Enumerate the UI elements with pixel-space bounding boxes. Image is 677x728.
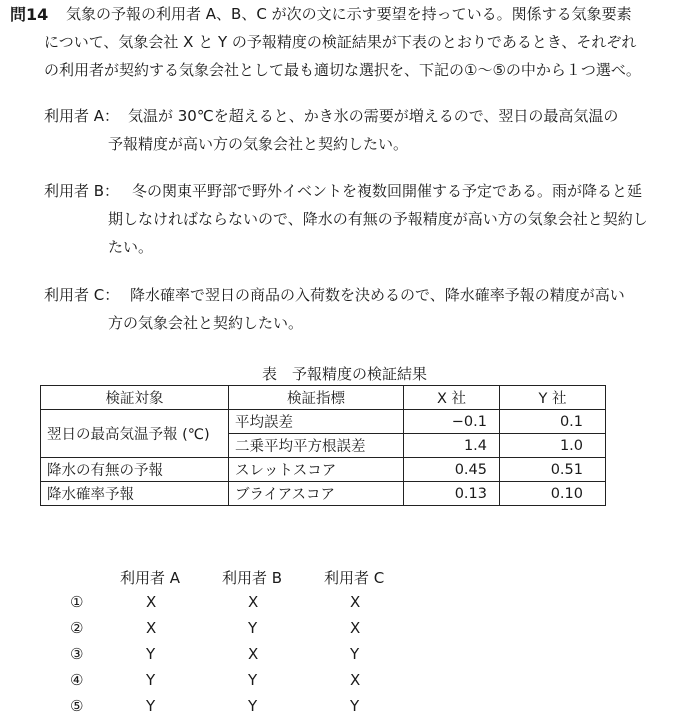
table-row — [41, 410, 606, 434]
choice-2-number: ② — [70, 619, 84, 637]
choice-5-a: Y — [146, 697, 156, 715]
user-b-label: 利用者 B： — [44, 182, 120, 200]
table-row — [41, 458, 606, 482]
cell-index: 平均誤差 — [229, 410, 404, 434]
user-b-line-3: たい。 — [108, 238, 154, 256]
cell-y: 1.0 — [500, 434, 606, 458]
cell-y: 0.10 — [500, 482, 606, 506]
question-line-2: について、気象会社 X と Y の予報精度の検証結果が下表のとおりであるとき、それぞれ — [44, 33, 637, 51]
cell-y: 0.51 — [500, 458, 606, 482]
choice-1-a: X — [146, 593, 157, 611]
cell-target: 降水確率予報 — [41, 482, 229, 506]
table-caption: 表 予報精度の検証結果 — [262, 365, 428, 383]
cell-index: 二乗平均平方根誤差 — [229, 434, 404, 458]
choice-3-c: Y — [350, 645, 360, 663]
user-b-line-2: 期しなければならないので、降水の有無の予報精度が高い方の気象会社と契約し — [108, 210, 648, 228]
table-header-row — [41, 386, 606, 410]
cell-index: ブライアスコア — [229, 482, 404, 506]
choice-4-number: ④ — [70, 671, 84, 689]
verification-table — [40, 385, 606, 506]
choice-5-number: ⑤ — [70, 697, 84, 715]
choice-header-b: 利用者 B — [222, 569, 283, 587]
cell-index: スレットスコア — [229, 458, 404, 482]
choice-2-b: Y — [248, 619, 258, 637]
cell-target: 降水の有無の予報 — [41, 458, 229, 482]
choice-4-b: Y — [248, 671, 258, 689]
choice-1-number: ① — [70, 593, 84, 611]
choice-5-c: Y — [350, 697, 360, 715]
cell-x: 1.4 — [404, 434, 500, 458]
cell-x: −0.1 — [404, 410, 500, 434]
cell-x: 0.13 — [404, 482, 500, 506]
user-c-label: 利用者 C： — [44, 286, 120, 304]
question-number: 問14 — [10, 5, 49, 24]
question-line-3: の利用者が契約する気象会社として最も適切な選択を、下記の①〜⑤の中から１つ選べ。 — [44, 61, 641, 79]
choice-2-a: X — [146, 619, 157, 637]
cell-y: 0.1 — [500, 410, 606, 434]
header-y: Y 社 — [500, 386, 606, 410]
choice-1-b: X — [248, 593, 259, 611]
user-b-line-1: 冬の関東平野部で野外イベントを複数回開催する予定である。雨が降ると延 — [132, 182, 643, 200]
table-row — [41, 482, 606, 506]
choice-4-a: Y — [146, 671, 156, 689]
choice-3-number: ③ — [70, 645, 84, 663]
choice-3-b: X — [248, 645, 259, 663]
header-target: 検証対象 — [41, 386, 229, 410]
user-c-line-1: 降水確率で翌日の商品の入荷数を決めるので、降水確率予報の精度が高い — [130, 286, 625, 304]
user-a-label: 利用者 A： — [44, 107, 120, 125]
choice-1-c: X — [350, 593, 361, 611]
user-c-line-2: 方の気象会社と契約したい。 — [108, 314, 304, 332]
choice-5-b: Y — [248, 697, 258, 715]
user-a-line-2: 予報精度が高い方の気象会社と契約したい。 — [108, 135, 409, 153]
cell-target: 翌日の最高気温予報 (℃) — [41, 410, 229, 458]
user-a-line-1: 気温が 30℃を超えると、かき氷の需要が増えるので、翌日の最高気温の — [128, 107, 619, 125]
choice-3-a: Y — [146, 645, 156, 663]
header-x: X 社 — [404, 386, 500, 410]
question-line-1: 気象の予報の利用者 A、B、C が次の文に示す要望を持っている。関係する気象要素 — [66, 5, 632, 23]
cell-x: 0.45 — [404, 458, 500, 482]
choice-4-c: X — [350, 671, 361, 689]
choice-header-c: 利用者 C — [324, 569, 385, 587]
header-index: 検証指標 — [229, 386, 404, 410]
choice-2-c: X — [350, 619, 361, 637]
choice-header-a: 利用者 A — [120, 569, 181, 587]
